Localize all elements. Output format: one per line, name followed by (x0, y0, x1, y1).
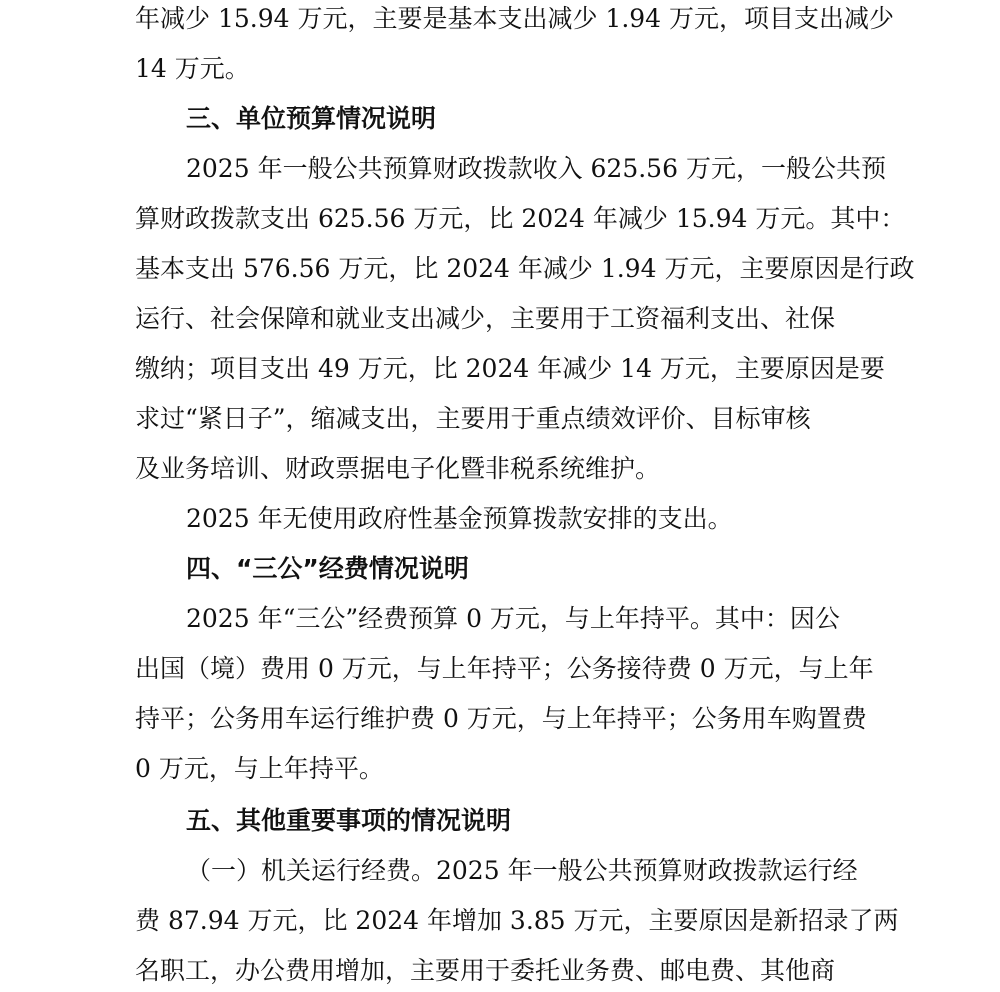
text-line-11: 2025 年无使用政府性基金预算拨款安排的支出。 (186, 504, 733, 533)
text-line-16: 0 万元，与上年持平。 (135, 754, 384, 783)
text-line-9: 求过“紧日子”，缩减支出，主要用于重点绩效评价、目标审核 (135, 404, 811, 433)
text-line-20: 名职工，办公费用增加，主要用于委托业务费、邮电费、其他商 (135, 956, 836, 985)
text-line-18: （一）机关运行经费。2025 年一般公共预算财政拨款运行经 (186, 856, 858, 885)
text-line-4: 2025 年一般公共预算财政拨款收入 625.56 万元，一般公共预 (186, 154, 886, 183)
section-heading-3: 三、单位预算情况说明 (186, 104, 437, 133)
text-line-7: 运行、社会保障和就业支出减少，主要用于工资福利支出、社保 (135, 304, 836, 333)
text-line-8: 缴纳；项目支出 49 万元，比 2024 年减少 14 万元，主要原因是要 (135, 354, 885, 383)
text-line-1: 年减少 15.94 万元，主要是基本支出减少 1.94 万元，项目支出减少 (135, 4, 895, 33)
text-line-19: 费 87.94 万元，比 2024 年增加 3.85 万元，主要原因是新招录了两 (135, 906, 899, 935)
text-line-6: 基本支出 576.56 万元，比 2024 年减少 1.94 万元，主要原因是行政 (135, 254, 915, 283)
section-heading-5: 五、其他重要事项的情况说明 (186, 806, 512, 835)
text-line-15: 持平；公务用车运行维护费 0 万元，与上年持平；公务用车购置费 (135, 704, 867, 733)
text-line-10: 及业务培训、财政票据电子化暨非税系统维护。 (135, 454, 661, 483)
text-line-5: 算财政拨款支出 625.56 万元，比 2024 年减少 15.94 万元。其中： (135, 204, 906, 233)
text-line-13: 2025 年“三公”经费预算 0 万元，与上年持平。其中：因公 (186, 604, 840, 633)
text-line-14: 出国（境）费用 0 万元，与上年持平；公务接待费 0 万元，与上年 (135, 654, 874, 683)
text-line-2: 14 万元。 (135, 54, 250, 83)
section-heading-4: 四、“三公”经费情况说明 (186, 554, 469, 583)
